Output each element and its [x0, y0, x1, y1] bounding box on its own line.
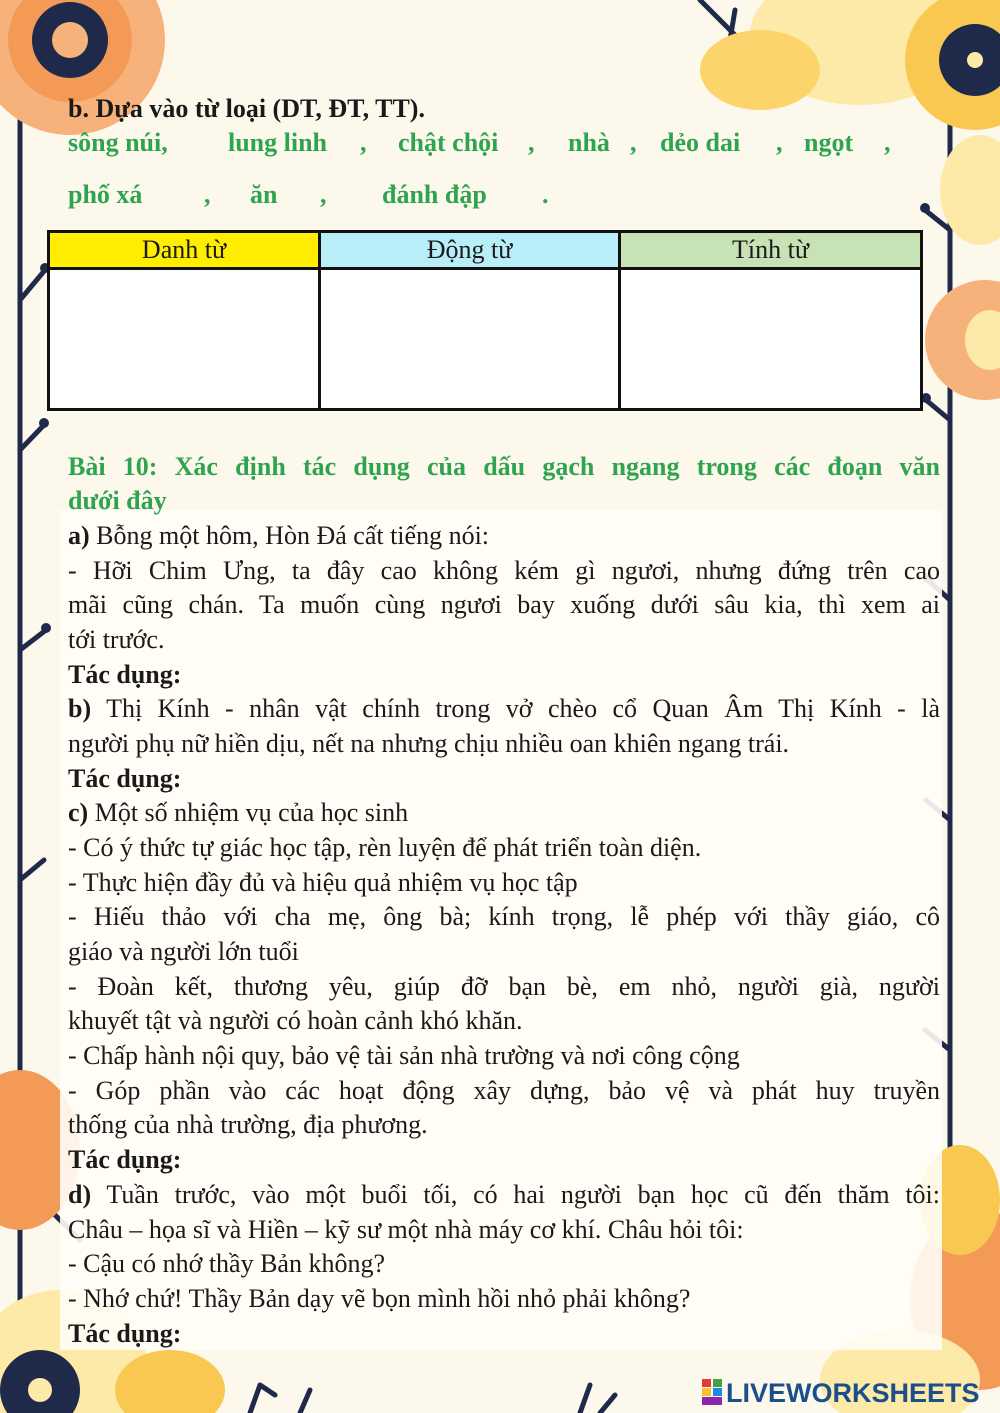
drop-zone-dong-tu[interactable] [320, 269, 620, 410]
tac-dung-b: Tác dụng: [68, 764, 182, 793]
word-pho-xa: phố xá [68, 180, 143, 209]
part-c-line-7: khuyết tật và người có hoàn cảnh khó khăn. [68, 1006, 523, 1035]
part-c-line-9: - Góp phần vào các hoạt động xây dựng, bảo vệ và phát huy truyền [68, 1076, 940, 1105]
part-b-heading: b. Dựa vào từ loại (DT, ĐT, TT). [68, 94, 425, 123]
part-a-line-3: mãi cũng chán. Ta muốn cùng ngươi bay xuống dưới sâu kia, thì xem ai [68, 590, 940, 619]
part-c-line-5: giáo và người lớn tuổi [68, 937, 299, 966]
word-ngot: ngọt [804, 128, 854, 157]
word-lung-linh: lung linh [228, 128, 328, 157]
part-b-label: b) [68, 694, 92, 723]
liveworksheets-logo [702, 1378, 980, 1409]
word-classification-table [47, 230, 923, 411]
comma: , [528, 128, 535, 157]
header-danh-tu: Danh từ [49, 232, 320, 269]
word-deo-dai: dẻo dai [660, 128, 741, 157]
part-c-line-8: - Chấp hành nội quy, bảo vệ tài sản nhà trường và nơi công cộng [68, 1041, 740, 1070]
part-c-line-3: - Thực hiện đầy đủ và hiệu quả nhiệm vụ học tập [68, 868, 578, 897]
part-a-intro-text: Bỗng một hôm, Hòn Đá cất tiếng nói: [89, 521, 490, 550]
header-dong-tu: Động từ [320, 232, 620, 269]
comma: , [360, 128, 367, 157]
part-b-line-1-text: Thị Kính - nhân vật chính trong vở chèo cổ Quan Âm Thị Kính - là [91, 694, 940, 723]
bai10-title-line-2: dưới đây [68, 486, 167, 515]
part-a-label: a) [68, 521, 90, 550]
tac-dung-d: Tác dụng: [68, 1319, 182, 1348]
part-c-line-2: - Có ý thức tự giác học tập, rèn luyện để phát triển toàn diện. [68, 833, 702, 862]
part-d-label: d) [68, 1180, 92, 1209]
comma: , [776, 128, 783, 157]
liveworksheets-logo-text: LIVEWORKSHEETS [726, 1378, 980, 1408]
word-nha: nhà [568, 128, 610, 157]
drop-zone-tinh-tu[interactable] [620, 269, 922, 410]
part-d-line-1-text: Tuần trước, vào một buổi tối, có hai người bạn học cũ đến thăm tôi: [91, 1180, 940, 1209]
word-danh-dap: đánh đập [382, 180, 487, 209]
liveworksheets-logo-icon [702, 1379, 722, 1405]
part-b-line-1 [68, 692, 940, 726]
part-d-line-3: - Cậu có nhớ thầy Bản không? [68, 1249, 386, 1278]
comma: , [884, 128, 891, 157]
part-c-intro [68, 796, 940, 830]
part-d-line-2: Châu – họa sĩ và Hiền – kỹ sư một nhà máy cơ khí. Châu hỏi tôi: [68, 1215, 744, 1244]
part-c-line-6: - Đoàn kết, thương yêu, giúp đỡ bạn bè, em nhỏ, người già, người [68, 972, 940, 1001]
period: . [542, 180, 549, 209]
part-c-line-4: - Hiếu thảo với cha mẹ, ông bà; kính trọng, lễ phép với thầy giáo, cô [68, 902, 940, 931]
part-d-line-4: - Nhớ chứ! Thầy Bản dạy vẽ bọn mình hồi nhỏ phải không? [68, 1284, 691, 1313]
comma: , [320, 180, 327, 209]
comma: , [204, 180, 211, 209]
part-c-intro-text: Một số nhiệm vụ của học sinh [88, 798, 409, 827]
bai10-title-line-1: Bài 10: Xác định tác dụng của dấu gạch ngang trong các đoạn văn [68, 452, 940, 481]
part-d-line-1 [68, 1178, 940, 1212]
word-an: ăn [250, 180, 278, 209]
tac-dung-c: Tác dụng: [68, 1145, 182, 1174]
part-c-line-10: thống của nhà trường, địa phương. [68, 1110, 428, 1139]
word-chat-choi: chật chội [398, 128, 499, 157]
word-song-nui: sông núi, [68, 128, 168, 157]
part-c-label: c) [68, 798, 89, 827]
tac-dung-a: Tác dụng: [68, 660, 182, 689]
part-a-line-2: - Hỡi Chim Ưng, ta đây cao không kém gì ngươi, nhưng đứng trên cao [68, 556, 940, 585]
part-b-line-2: người phụ nữ hiền dịu, nết na nhưng chịu nhiều oan khiên ngang trái. [68, 729, 790, 758]
comma: , [630, 128, 637, 157]
drop-zone-danh-tu[interactable] [49, 269, 320, 410]
header-tinh-tu: Tính từ [620, 232, 922, 269]
part-a-intro [68, 519, 940, 553]
part-a-line-4: tới trước. [68, 625, 165, 654]
